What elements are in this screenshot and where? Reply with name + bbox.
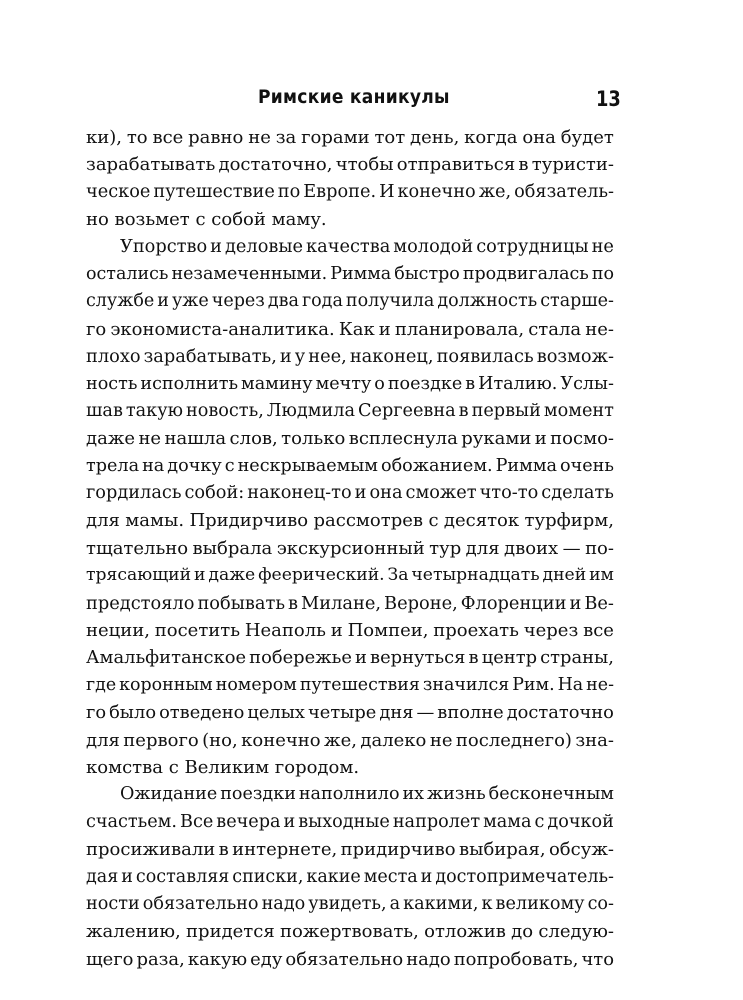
text-line: ческое путешествие по Европе. И конечно же, обязатель- (86, 181, 614, 202)
body-text (86, 124, 614, 973)
text-line: комства с Великим городом. (86, 756, 360, 778)
text-line: плохо зарабатывать, и у нее, наконец, появилась возмож- (86, 346, 614, 368)
text-line: трясающий и даже феерический. За четырнадцать дней им (86, 565, 614, 586)
text-line: Амальфитанское побережье и вернуться в центр страны, (86, 647, 614, 669)
page-number: 13 (596, 87, 621, 111)
text-line: ки), то все равно не за горами тот день, когда она будет (86, 127, 614, 148)
text-line: зарабатывать достаточно, чтобы отправиться в туристи- (86, 154, 614, 176)
text-line: остались незамеченными. Римма быстро продвигалась по (86, 263, 614, 284)
text-line: гордилась собой: наконец-то и она сможет что-то сделать (86, 483, 614, 504)
text-line: ность исполнить мамину мечту о поездке в Италию. Услы- (86, 373, 614, 394)
text-line: ности обязательно надо увидеть, а какими, к великому со- (86, 893, 614, 914)
text-line: даже не нашла слов, только всплеснула руками и посмо- (86, 428, 614, 450)
text-line: жалению, придется пожертвовать, отложив до следую- (86, 921, 614, 943)
text-line: трела на дочку с нескрываемым обожанием. Римма очень (86, 455, 614, 476)
text-line: неции, посетить Неаполь и Помпеи, проехать через все (86, 620, 614, 642)
text-line: шав такую новость, Людмила Сергеевна в первый момент (86, 400, 614, 421)
text-line: щего раза, какую еду обязательно надо попробовать, что (86, 948, 614, 970)
text-line: го экономиста-аналитика. Как и планировала, стала не- (86, 318, 614, 340)
text-line: для первого (но, конечно же, далеко не последнего) зна- (86, 729, 614, 751)
text-line: предстояло побывать в Милане, Вероне, Флоренции и Ве- (86, 592, 614, 614)
text-line: просиживали в интернете, придирчиво выбирая, обсуж- (86, 839, 614, 861)
text-line: дая и составляя списки, какие места и достопримечатель- (86, 866, 614, 887)
text-line: но возьмет с собой маму. (86, 209, 327, 231)
text-line: где коронным номером путешествия значился Рим. На не- (86, 674, 614, 695)
running-title: Римские каникулы (258, 86, 450, 108)
text-line: тщательно выбрала экскурсионный тур для двоих — по- (86, 537, 614, 559)
text-line: Ожидание поездки наполнило их жизнь бесконечным (120, 784, 614, 805)
text-line: го было отведено целых четыре дня — вполне достаточно (86, 702, 614, 724)
text-line: для мамы. Придирчиво рассмотрев с десяток турфирм, (86, 510, 614, 532)
text-line: Упорство и деловые качества молодой сотрудницы не (120, 236, 614, 257)
text-line: службе и уже через два года получила должность старше- (86, 291, 614, 312)
text-line: счастьем. Все вечера и выходные напролет мама с дочкой (86, 811, 614, 832)
